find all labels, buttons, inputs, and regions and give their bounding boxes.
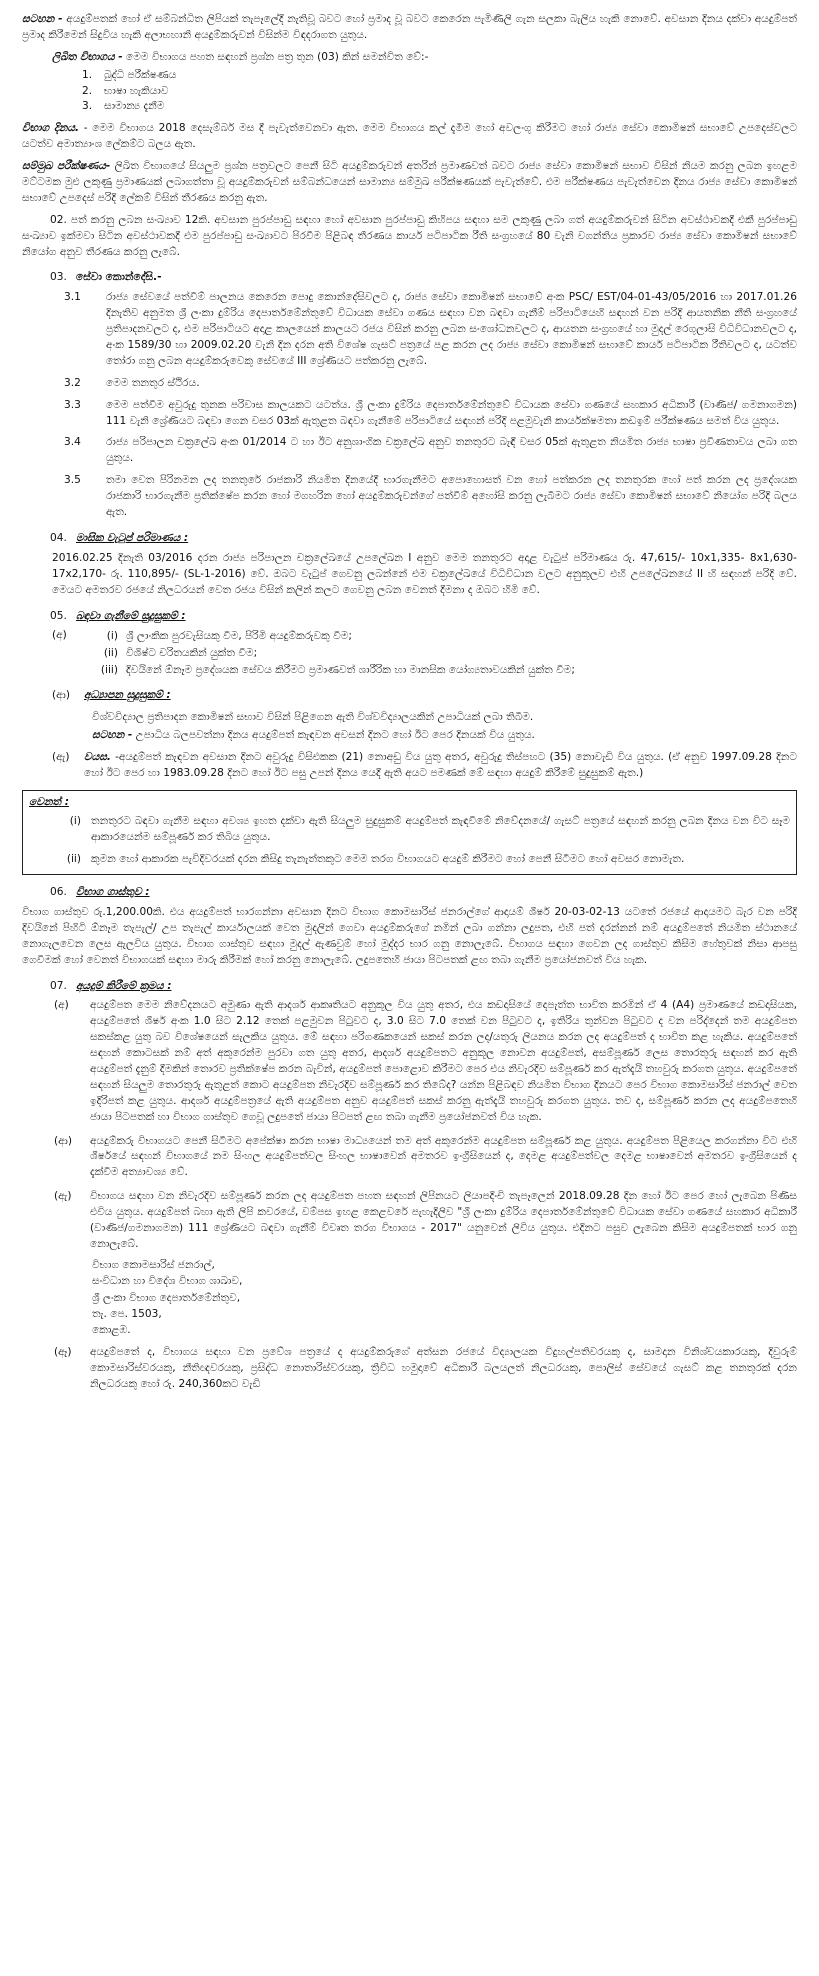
qualification-a: [52, 628, 797, 680]
address-line: තැ. පෙ. 1503,: [92, 1308, 162, 1320]
note-text: අයදුම්පතක් හෝ ඒ සම්බන්ධිත ලිපියක් තැපෑලේදී නැතිවූ බවට හෝ ප්‍රමාද වූ බවට කෙරෙන පැමිණිලි ගැන සලකා බැලිය හැකි නොවේ. අවසාන දිනය දක්වා අයදුම්පත් ප්‍රමාද කිරීමෙන් සිදුවිය හැකි අලාභහානි අයදුම්කරුවන් විසින්ම විඳදරාගත යුතුය.: [22, 13, 798, 41]
interview-label: සම්මුඛ පරීක්ෂණය-: [22, 160, 111, 173]
section-number: 03.: [50, 271, 67, 284]
section-number: 06.: [50, 886, 67, 899]
clause-3-5: 3.5 තමා වෙත පිරිනමන ලද තනතුරේ රාජකාරි නියමිත දිනයේදී භාරගැනීමට අපොහොසත් වන හෝ පත්කරන ලද තනතුරක හෝ පත් කරන ලද ප්‍රදේශයක රාජකාරි භාරගැනීම ප්‍රතික්ෂේප කරන හෝ මගහරින හෝ අයදුම්කරුවන්ගේ පත්වීම් අහෝසි කරනු ලැබීමට රාජ්‍ය සේවා කොමිෂන් සභාවේ නියෝග පරිදි බලය ඇත.: [64, 474, 797, 519]
education-title: අධ්‍යාපන සුදුසුකම් :: [84, 689, 171, 702]
written-exam-intro: [22, 50, 797, 66]
section-number: 02.: [50, 213, 67, 226]
section-title: අයදුම් කිරීමේ ක්‍රමය :: [76, 979, 172, 992]
section-07-heading: [50, 979, 797, 995]
section-title: විභාග ගාස්තුව :: [76, 886, 150, 899]
method-d: (ඈ) අයදුම්පතේ ද, විභාගය සඳහා වන ප්‍රවේශ පත්‍රයේ ද අයදුම්කරුගේ අත්සන රජයේ විද්‍යාලයක විදුහල්පතිවරයකු ද, සාමදාන විනිශ්චයකාරයකු, දිවුරුම් කොමසාරිස්වරයකු, නීතිඥවරයකු, ප්‍රසිද්ධ නොතාරිස්වරයකු, ත්‍රිවිධ හමුදාවේ අධිකාරී බලයලත් නිලධරයකු, පොලිස් සේවයේ ගැසට් කළ තනතුරක් දරන නිලධරයකු හෝ රු. 240,360කට වැඩි: [54, 1345, 797, 1393]
address-line: සංවිධාන හා විදේශ විභාග ශාඛාව,: [92, 1275, 243, 1288]
list-item: 2. භාෂා හැකියාව: [82, 84, 169, 97]
clause-3-2: 3.2 මෙම තනතුර ස්ථිරය.: [64, 376, 200, 389]
clause-label: (අ): [52, 629, 67, 642]
section-number: 05.: [50, 609, 67, 622]
exam-date-paragraph: [22, 121, 797, 153]
address-line: ශ්‍රී ලංකා විභාග දෙපාර්තමේන්තුව,: [92, 1291, 241, 1304]
list-item: 3. සාමාන්‍ය දැනීම: [82, 100, 165, 113]
section-title: සේවා කොන්දේසි.-: [76, 271, 162, 284]
late-application-note: [22, 12, 797, 44]
clause-3-1: 3.1 රාජ්‍ය සේවයේ පත්වීම් පාලනය කෙරෙන පොදු කොන්දේසිවලට ද, රාජ්‍ය සේවා කොමිෂන් සභාවේ අංක PSC/ EST/04-01-43/05/2016 හා 2017.01.26 දිනැතිව අනුමත ශ්‍රී ලංකා දුම්රිය දෙපාර්තමේන්තුවේ විධායක සේවා ගණය සඳහා වන බඳවා ගැනීම් පරිපාටියෙහි සඳහන් වන පරිදි ආයතනික නීති සංග්‍රහයේ ප්‍රතිපාදනවලට ද, එම පරිපාටියට අදාළ කාලයෙන් කාලයට රජය විසින් කරනු ලබන සංශෝධනවලට ද, ආයතන සංග්‍රහයේ හා මුදල් රෙගුලාසි විධිවිධානවලට ද, අංක 1589/30 හා 2009.02.20 වැනි දින දරන අති විශේෂ ගැසට් පත්‍රයේ පළ කරන ලද රාජ්‍ය සේවා කොමිෂන් සභාවේ කාර්ය පටිපාටික රීතිවලට ද, යටත්ව තෝරා ගනු ලබන අයදුම්කරුවෙකු සේවයේ III ශ්‍රේණියට පත්කරනු ලැබේ.: [64, 291, 797, 367]
section-02-text: පත් කරනු ලබන සංඛ්‍යාව 12කි. අවසාන පුරප්පාඩු සඳහා හෝ අවසාන පුරප්පාඩු කිහිපය සඳහා සම ලකුණු ලබා ගත් අයදුම්කරුවන් සිටින අවස්ථාවකදී එකී පුරප්පාඩු සංඛ්‍යාව ඉක්මවා සිටින අවස්ථාවකදී එම පුරප්පාඩු සංඛ්‍යාවට පිරවීම පිළිබඳ තීරණය කාර්ය පටිපාටික රීති සංග්‍රහයේ 80 වැනි වගන්තිය ප්‍රකාරව රාජ්‍ය සේවා කොමිෂන් සභාවේ නියෝග අනුව තීරණය කරනු ලැබේ.: [22, 213, 797, 258]
list-item: (i) තනතුරට බඳවා ගැනීම සඳහා අවශ්‍ය ඉහත දක්වා ඇති සියලුම සුදුසුකම් අයදුම්පත් කැඳවීමේ නිවේදනයේ/ ගැසට් පත්‍රයේ සඳහන් කරනු ලබන දිනය වන විට සෑම ආකාරයෙන්ම සම්පූර්ණ කර තිබිය යුතුය.: [69, 815, 790, 844]
clause-label: (ඇ): [52, 750, 70, 763]
exam-papers-list: [82, 68, 797, 116]
list-item: (ii) විශිෂ්ට චරිතයකින් යුක්ත වීම;: [103, 647, 258, 660]
education-text: විශ්වවිද්‍යාල ප්‍රතිපාදන කොමිෂන් සභාව විසින් පිළිගෙන ඇති විශ්වවිද්‍යාලයකින් උපාධියක් ලබා තිබීම.: [92, 710, 534, 723]
clause-label: (ඈ): [54, 1345, 72, 1358]
address-line: විභාග කොමසාරිස් ජනරාල්,: [92, 1258, 215, 1271]
education-note: සටහන - උපාධිය බලපවත්නා දිනය අයදුම්පත් කැඳවන අවසන් දිනට හෝ ඊට පෙර දිනයක් විය යුතුය.: [92, 728, 535, 741]
interview-text: ලිඛිත විභාගයේ සියලුම ප්‍රශ්න පත්‍රවලට පෙනී සිටි අයදුම්කරුවන් අතරින් ප්‍රමාණවත් බවට රාජ්‍ය සේවා කොමිෂන් සභාව විසින් නියම කරනු ලබන ඉහළම මට්ටමක මුළු ලකුණු ප්‍රමාණයක් ලබාගත්තා වූ අයදුම්කරුවන් සම්බන්ධයෙන් සාමාන්‍ය සම්මුඛ පරීක්ෂණයක් පැවැත්වේ. එම පරීක්ෂණය පැවැත්වෙන දිනය රාජ්‍ය සේවා කොමිෂන් සභාවේ උපදෙස් පරිදි ලේකම් විසින් තීරණය කරනු ඇත.: [22, 160, 798, 204]
method-b: (ආ) අයදුම්කරු විභාගයට පෙනී සිටීමට අපේක්ෂා කරන භාෂා මාධ්‍යයෙන් තම අත් අකුරෙන්ම අයදුම්පත සම්පූර්ණ කළ යුතුය. අයදුම්පත පිළියෙල කරගන්නා විට එහි ශීර්ෂයේ සඳහන් විභාගයේ නම සිංහල අයදුම්පත්වල සිංහල භාෂාවෙන් අමතරව ඉංග්‍රීසියෙන් ද, දෙමළ අයදුම්පත්වල දෙමළ භාෂාවෙන් අමතරව ඉංග්‍රීසියෙන් ද දැක්වීම අත්‍යාවශ්‍ය වේ.: [54, 1134, 797, 1182]
method-c: (ඇ) විභාගය සඳහා වන නිවැරදිව සම්පූර්ණ කරන ලද අයදුම්පත පහත සඳහන් ලිපිනයට ලියාපදිංචි තැපෑලෙන් 2018.09.28 දින හෝ ඊට පෙර හෝ ලැබෙන පිණිස එවිය යුතුය. අයදුම්පත් බහා ඇති ලිපි කවරයේ, වම්පස ඉහළ කෙළවරේ පැහැදිලිව "ශ්‍රී ලංකා දුම්රිය දෙපාර්තමේන්තුවේ විධායක සේවා ගණයේ සහකාර අධිකාරී (වාණිජ/ගමනාගමන) 111 ශ්‍රේණියට බඳවා ගැනීම් විවෘත තරග විභාගය - 2017" යනුවෙන් ලිවිය යුතුය. එදිනට පසුව ලැබෙන කිසිම අයදුම්පතක් භාර ගනු නොලැබේ.: [54, 1189, 797, 1253]
written-exam-label: ලිඛිත විභාගය -: [52, 50, 123, 63]
section-02-paragraph: [22, 213, 797, 261]
section-05-heading: [50, 609, 797, 625]
written-exam-text: මෙම විභාගය පහත සඳහන් ප්‍රශ්න පත්‍ර තුන (03) කින් සමන්විත වේ:-: [126, 50, 429, 63]
section-number: 04.: [50, 531, 67, 544]
clause-label: (ආ): [54, 1134, 73, 1147]
address-line: කොළඹ.: [92, 1324, 131, 1337]
qualification-c: [52, 750, 797, 782]
section-03-heading: [50, 270, 797, 286]
clause-label: (ආ): [52, 689, 71, 702]
other-notes-box: [22, 790, 797, 876]
clause-3-3: 3.3 මෙම පත්වීම අවුරුදු තුනක පරිවාස කාලයකට යටත්ය. ශ්‍රී ලංකා දුම්රිය දෙපාර්තමේන්තුවේ විධායක සේවා ගණයේ සහකාර අධිකාරී (වාණිජ/ ගමනාගමන) 111 වැනි ශ්‍රේණියට බඳවා ගෙන වසර 03ක් ඇතුළත බඳවා ගැනීමේ පරිපාටියේ සඳහන් පරිදි පළමුවැනි කාර්යක්ෂමතා කඩඉම් පරීක්ෂණය සමත් විය යුතුය.: [64, 398, 797, 427]
list-item: 1. බුද්ධි පරීක්ෂණය: [82, 68, 177, 81]
age-text: වයස. -අයදුම්පත් කැඳවන අවසාන දිනට අවුරුදු විසිඑකක (21) නොඅඩු විය යුතු අතර, අවුරුදු තිස්පහට (35) නොවැඩි විය යුතුය. (ඒ අනුව 1997.09.28 දිනට හෝ ඊට පෙර හා 1983.09.28 දිනට හෝ ඊට පසු උපන් දිනය යෙදී ඇති අයට පමණක් මේ සඳහා අයදුම් කිරීමේ සුදුසුකම් ඇත.): [84, 750, 797, 779]
list-item: (i) ශ්‍රී ලාංකික පුරවැසියකු වීම, පිරිමි අයදුම්කරුවකු වීම;: [106, 630, 352, 643]
exam-date-text: - මෙම විභාගය 2018 දෙසැම්බර් මස දී පැවැත්වෙනවා ඇත. මෙම විභාගය කල් දැමීම හෝ අවලංගු කිරීමට හෝ රාජ්‍ය සේවා කොමිෂන් සභාවේ උපදෙස්වලට යටත්ව අමාත්‍යාංශ ලේකම්ට බලය ඇත.: [22, 122, 797, 151]
exam-date-label: විභාග දිනය.: [22, 122, 79, 135]
clause-3-4: 3.4 රාජ්‍ය පරිපාලන චක්‍රලේඛ අංක 01/2014 ට හා ඊට අනුශාංගික චක්‍රලේඛ අනුව තනතුරට බැඳී වසර 05ක් ඇතුළත නියමිත රාජ්‍ය භාෂා ප්‍රවීණතාවය ලබා ගත යුතුය.: [64, 436, 797, 465]
postal-address: [92, 1257, 797, 1339]
note-label: සටහන -: [22, 13, 63, 25]
section-06-heading: [50, 885, 797, 901]
section-04-heading: [50, 531, 797, 547]
section-title: බඳවා ගැනීමේ සුදුසුකම් :: [76, 609, 186, 622]
other-notes-label: වෙනත් :: [29, 795, 69, 808]
list-item: (iii) දිවයිනේ ඕනෑම ප්‍රදේශයක සේවය කිරීමට ප්‍රමාණවත් ශාරීරික හා මානසික යෝග්‍යතාවයකින් යුක්ත වීම;: [100, 664, 575, 677]
section-title: මාසික වැටුප් පරිමාණය :: [76, 531, 189, 544]
clause-label: (ඇ): [54, 1190, 72, 1203]
method-a: (අ) අයදුම්පත මෙම නිවේදනයට අමුණා ඇති ආදර්ශ ආකෘතියට අනුකූල විය යුතු අතර, එය කඩදාසියේ දෙපැත්ත භාවිත කරමින් ඒ 4 (A4) ප්‍රමාණයේ කඩදාසියක, අයදුම්පතේ ශීර්ෂ අංක 1.0 සිට 2.12 තෙක් පළමුවන පිටුවට ද, 3.0 සිට 7.0 තෙක් වන පිටුවට ද, ඉතිරිය තුන්වන පිටුවට ද වන පරිද්දෙන් තම අයදුම්පත සකස්කළ යුතු බව විශේෂයෙන් සැලකිය යුතුය. මේ සඳහා පරිගණකයෙන් සකස් කරන ලද/යතුරු ලියනය කරන ලද අයදුම්පත් ද භාවිත කළ හැකිය. අයදුම්පතේ සඳහන් කොටසක් නම් අත් අකුරෙන්ම පුරවා ගත යුතු අතර, ආදර්ශ අයදුම්පතට අනුකූල නොවන අයදුම්පත්, අසම්පූර්ණ ලෙස තොරතුරු සඳහන් කර ඇති අයදුම්පත් දැනුම් දීමකින් තොරව ප්‍රතික්ෂේප කරන බැවින්, අයදුම්පත් පොළොව කිරීමට පෙර එය නිවැරදිව සම්පූර්ණ කර ඇත්දැයි තහවුරු කරගත යුතුය. අයදුම්පතේ සඳහන් සියලුම තොරතුරු ඇතුළත් කොට අයදුම්පත නිවැරදිව සම්පූර්ණ කර තිබේද? යන්න පිළිබඳව නියමිත විභාග දිනයට පෙර විභාග කොමසාරිස් ජනරාල් වෙත ඉදිරිපත් කළ යුතුය. ආදර්ශ අයදුම්පත්‍රයේ ඇති අයදුම්පත අනුව අයදුම්පත් සකස් කරනු ඇත්දැයි තහවුරු කරගත යුතුය. තව ද, සම්පූර්ණ කරන ලද අයදුම්පතෙහි ජායා පිටපතක් හා විභාග ගාස්තුව ගෙවූ ලදුපතේ ජායා පිටපත් ළඟ තබා ගැනීම ප්‍රයෝජනවත් විය හැක.: [54, 998, 797, 1125]
exam-fee-paragraph: විභාග ගාස්තුව රු.1,200.00කි. එය අයදුම්පත් භාරගන්නා අවසාන දිනට විභාග කොමසාරිස් ජනරාල්ගේ ආදායම් ශීර්ෂ 20-03-02-13 යටතේ රජයේ ආදායමට බැර වන පරිදි දිවයිනේ පිහිටි ඕනෑම තැපැල්/ උප තැපැල් කාර්යාලයක් වෙත මුදලින් ගෙවා අයදුම්කරුගේ නමින් ලබා ගන්නා ලදුපත, එහි පත් දරන්නන් නම් අයදුම්පතේ නියමිත ස්ථානයේ නොගැලවෙන ලෙස ඇලවිය යුතුය. විභාග ගාස්තුව සඳහා මුදල් ඇණවුම් හෝ මුද්දර භාර ගනු නොලැබේ. විභාගය සඳහා ගෙවන ලද ගාස්තුව කිසිම හේතුවක් නිසා ආපසු ගෙවීමක් හෝ වෙනත් විභාගයක් සඳහා මාරු කිරීමක් හෝ කරනු නොලැබේ. ලදුපතෙහි ජායා පිටපතක් ළඟ තබා ගැනීම ප්‍රයෝජනවත් විය හැක.: [22, 905, 797, 966]
section-number: 07.: [50, 979, 67, 992]
qualification-b: [52, 688, 797, 744]
interview-paragraph: [22, 159, 797, 207]
salary-paragraph: 2016.02.25 දිනැති 03/2016 දරන රාජ්‍ය පරිපාලන චක්‍රලේඛයේ උපලේඛන I අනුව මෙම තනතුරට අදාළ වැටුප් පරිමාණය රු. 47,615/- 10x1,335- 8x1,630-17x2,170- රු. 110,895/- (SL-1-2016) වේ. ඔබට වැටුප් ගෙවනු ලබන්නේ එම චක්‍රලේඛයේ විධිවිධාන වලට අනුකූලව එහි උපලේඛනයේ II හි සඳහන් පරිදි වේ. මෙයට අමතරව රජයේ නිලධරයන් වෙත රජය විසින් කලින් කලට ගෙවනු ලබන වෙනත් දීමනා ද ඔබට හිමි වේ.: [52, 551, 797, 596]
list-item: (ii) කුමන හෝ ආකාරක පැවිදිවරයක් දරන කිසිදු තැනැත්තකුට මෙම තරග විභාගයට අයදුම් කිරීමට හෝ පෙනී සිටීමට හෝ අවසර නොමැත.: [66, 853, 685, 866]
clause-label: (අ): [54, 999, 69, 1012]
